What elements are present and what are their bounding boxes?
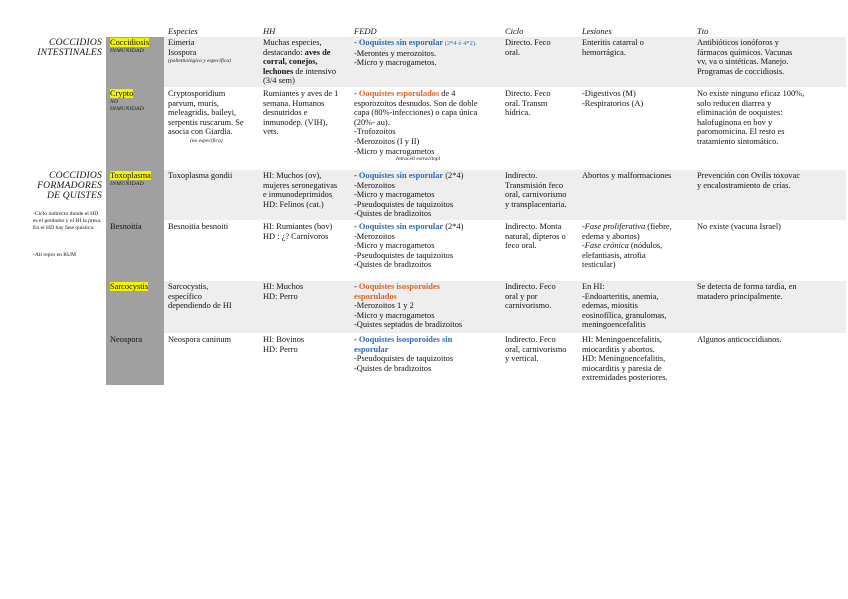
tto-crypto: No existe ninguno eficaz 100%, solo reducen diarrea y eliminación de ooquistes: halofuginona en bov y paromomicina. El resto es tratamiento sintomático.: [697, 89, 805, 146]
especies-coccidiosis: Eimeria Isospora (poliettiológica y específica): [168, 38, 231, 65]
fedd-neospora: - Ooquistes isosporoides sin esporular -Pseudoquistes de taquizoitos -Quistes de bradizoitos: [354, 335, 454, 373]
especies-toxoplasma: Toxoplasma gondii: [168, 171, 233, 180]
header-tto: Tto: [697, 26, 709, 36]
tto-toxoplasma: Prevención con Ovilis toxovac y encalostramiento de crías.: [697, 171, 801, 190]
ciclo-toxoplasma: Indirecto. Transmisión feco oral, carnivorismo y transplacentaria.: [505, 171, 567, 209]
organism-name: Coccidiosis: [110, 38, 150, 47]
immunity-label: INMUNIDAD: [110, 180, 145, 187]
header-fedd: FEDD: [354, 26, 377, 36]
hh-sarcocystis: HI: Muchos HD: Perro: [263, 282, 304, 301]
fedd-crypto: - Ooquistes esporulados de 4 esporozoitos desnudos. Son de doble capa (80%-infecciones) o capa única (20%- au). -Trofozoitos -Merozoitos (I y II) -Micro y macrogametos Intracell extracitopl: [354, 89, 478, 163]
organism-name: Sarcocystis: [110, 282, 149, 291]
tto-neospora: Algunos anticoccidianos.: [697, 335, 782, 344]
header-lesiones: Lesiones: [582, 26, 612, 36]
organism-crypto: [110, 89, 144, 113]
note-alt-repro: -Alt repro en RUM: [33, 252, 77, 258]
especies-crypto: Cryptosporidium parvum, muris, meleagridis, baileyi, serpentis ruscarum. Se asocia con Giardia. (no específica): [168, 89, 244, 144]
ciclo-sarcocystis: Indirecto. Feco oral y por carnivorismo.: [505, 282, 556, 311]
section-title-intestinales: COCCIDIOS INTESTINALES: [37, 37, 102, 58]
organism-toxoplasma: [110, 171, 151, 188]
note-ciclo-indirecto: -Ciclo indirecto donde el HD es el predador y el HI la presa. En el HD hay fase quística.: [33, 211, 102, 231]
ciclo-crypto: Directo. Feco oral. Transm hídrica.: [505, 89, 551, 118]
tto-besnoitia: No existe (vacuna Israel): [697, 222, 781, 231]
lesiones-sarcocystis: En HI: -Endoarteritis, anemia, edemas, miositis eosinofílica, granulomas, meningoencefalitis: [582, 282, 667, 330]
header-ciclo: Ciclo: [505, 26, 524, 36]
tto-sarcocystis: Se detecta de forma tardía, en matadero principalmente.: [697, 282, 797, 301]
section-title-formadores: COCCIDIOS FORMADORES DE QUISTES: [37, 170, 102, 201]
fedd-sarcocystis: - Ooquistes isosporoides esporulados -Merozoitos 1 y 2 -Micro y macrogametos -Quistes septados de bradizoitos: [354, 282, 463, 330]
header-hh: HH: [263, 26, 276, 36]
immunity-label-2: INMUNIDAD: [110, 105, 145, 112]
hh-neospora: HI: Bovinos HD: Perro: [263, 335, 305, 354]
fedd-toxoplasma: - Ooquistes sin esporular (2*4) -Merozoitos -Micro y macrogametos -Pseudoquistes de taquizoitos -Quistes de bradizoitos: [354, 171, 464, 219]
organism-name: Crypto: [110, 89, 134, 98]
fedd-besnoitia: - Ooquistes sin esporular (2*4) -Merozoitos -Micro y macrogametos -Pseudoquistes de taquizoitos -Quistes de bradizoitos: [354, 222, 464, 270]
hh-toxoplasma: HI: Muchos (ov), mujeres seronegativas e inmunodeprimidos HD: Felinos (cat.): [263, 171, 338, 209]
lesiones-crypto: -Digestivos (M) -Respiratorios (A): [582, 89, 644, 108]
lesiones-besnoitia: -Fase proliferativa (fiebre, edema y abortos) -Fase crónica (nódulos, elefantiasis, atrofia testicular): [582, 222, 672, 270]
fedd-coccidiosis: - Ooquistes sin esporular (2*4 ó 4*2). -Merontes y merozoitos. -Micro y macrogametos.: [354, 38, 477, 68]
hh-crypto: Rumiantes y aves de 1 semana. Humanos desnutridos e inmunodep. (VIH), vets.: [263, 89, 339, 137]
ciclo-besnoitia: Indirecto. Monta natural, dípteros o feco oral.: [505, 222, 566, 251]
organism-name: Besnoitia: [110, 222, 142, 231]
organism-coccidiosis: [110, 38, 149, 55]
organism-name: Toxoplasma: [110, 171, 151, 180]
lesiones-toxoplasma: Abortos y malformaciones: [582, 171, 672, 180]
especies-besnoitia: Besnoitia besnoiti: [168, 222, 229, 231]
immunity-label-1: NO: [110, 98, 119, 105]
header-especies: Especies: [168, 26, 198, 36]
organism-name: Neospora: [110, 335, 143, 344]
lesiones-coccidiosis: Enteritis catarral o hemorrágica.: [582, 38, 644, 57]
tto-coccidiosis: Antibióticos ionóforos y fármacos químicos. Vacunas vv, va o sintéticas. Manejo. Programas de coccidiosis.: [697, 38, 793, 76]
organism-neospora: [110, 335, 142, 345]
lesiones-neospora: HI: Meningoencefalitis, miocarditis y abortos. HD: Meningoencefalitis, miocarditis y paresia de extremidades posteriores.: [582, 335, 668, 383]
hh-besnoitia: HI: Rumiantes (bov) HD : ¿? Carnívoros: [263, 222, 333, 241]
hh-coccidiosis: Muchas especies, destacando: aves de corral, conejos, lechones de intensivo (3/4 sem): [263, 38, 337, 86]
organism-sarcocystis: [110, 282, 148, 292]
immunity-label: INMUNIDAD: [110, 47, 145, 54]
especies-neospora: Neospora caninum: [168, 335, 232, 344]
organism-besnoitia: [110, 222, 142, 232]
especies-sarcocystis: Sarcocystis, específico dependiendo de HI: [168, 282, 232, 311]
ciclo-neospora: Indirecto. Feco oral, carnivorismo y vertical.: [505, 335, 567, 364]
ciclo-coccidiosis: Directo. Feco oral.: [505, 38, 551, 57]
